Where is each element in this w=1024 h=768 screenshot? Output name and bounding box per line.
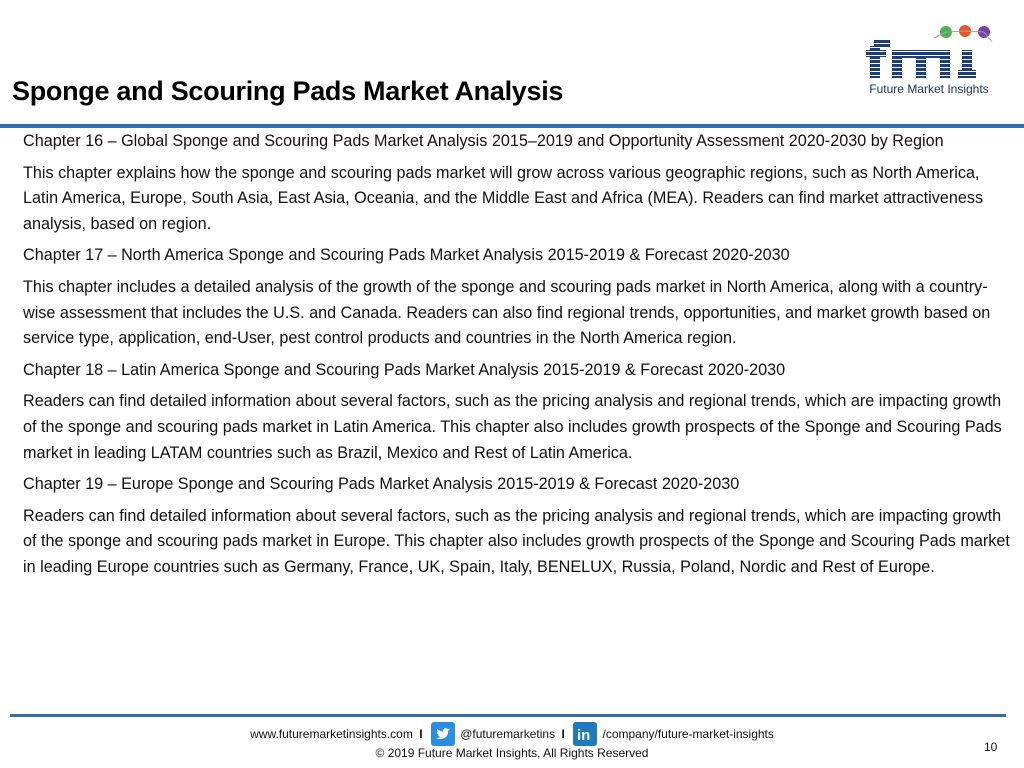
linkedin-path[interactable]: /company/future-market-insights xyxy=(602,727,774,741)
chapter-19-description: Readers can find detailed information about several factors, such as the pricing analysis and regional trends, which are impacting growth of the sponge and scouring pads market in Europe. This chapter also includes growth prospects of the Sponge and Scouring Pads market in leading Europe countries such as Germany, France, UK, Spain, Italy, BENELUX, Russia, Poland, Nordic and Rest of Europe. xyxy=(23,506,1010,576)
chapter-17-description: This chapter includes a detailed analysis of the growth of the sponge and scouring pads market in North America, along with a country-wise assessment that includes the U.S. and Canada. Readers can also find regional trends, opportunities, and market growth based on service type, application, end-User, pest control products and countries in the North America region. xyxy=(23,277,991,348)
page-number: 10 xyxy=(984,740,998,754)
twitter-icon[interactable] xyxy=(431,722,455,746)
separator: I xyxy=(419,727,423,741)
chapter-17-heading: Chapter 17 – North America Sponge and Scouring Pads Market Analysis 2015-2019 & Forecast 2020-2030 xyxy=(23,246,790,265)
chapter-19-heading: Chapter 19 – Europe Sponge and Scouring Pads Market Analysis 2015-2019 & Forecast 2020-2030 xyxy=(23,475,740,494)
fmi-logo xyxy=(844,14,1014,100)
fmi-logo-icon xyxy=(864,24,998,80)
twitter-handle[interactable]: @futuremarketins xyxy=(460,727,556,741)
title-divider xyxy=(0,124,1024,128)
copyright: © 2019 Future Market Insights, All Rights Reserved xyxy=(375,746,649,760)
website-link[interactable]: www.futuremarketinsights.com xyxy=(250,727,413,741)
body-text xyxy=(23,129,1015,587)
linkedin-icon-text: in xyxy=(577,727,591,744)
footer-contact xyxy=(0,722,1024,746)
page-title: Sponge and Scouring Pads Market Analysis xyxy=(12,76,564,106)
linkedin-icon[interactable] xyxy=(573,722,597,746)
chapter-16-description: This chapter explains how the sponge and scouring pads market will grow across various geographic regions, such as North America, Latin America, Europe, South Asia, East Asia, Oceania, and the Middle East and Africa (MEA). Readers can find market attractiveness analysis, based on region. xyxy=(23,163,984,233)
chapter-16-heading: Chapter 16 – Global Sponge and Scouring Pads Market Analysis 2015–2019 and Opportunity Assessment 2020-2030 by Region xyxy=(23,132,944,150)
separator: I xyxy=(561,727,565,741)
chapter-18-description: Readers can find detailed information about several factors, such as the pricing analysis and regional trends, which are impacting growth of the sponge and scouring pads market in Latin America. This chapter also includes growth prospects of the Sponge and Scouring Pads market in leading LATAM countries such as Brazil, Mexico and Rest of Latin America. xyxy=(23,392,1002,462)
footer-divider xyxy=(10,714,1006,717)
chapter-18-heading: Chapter 18 – Latin America Sponge and Scouring Pads Market Analysis 2015-2019 & Forecast 2020-2030 xyxy=(23,360,786,379)
logo-tagline: Future Market Insights xyxy=(869,82,989,96)
